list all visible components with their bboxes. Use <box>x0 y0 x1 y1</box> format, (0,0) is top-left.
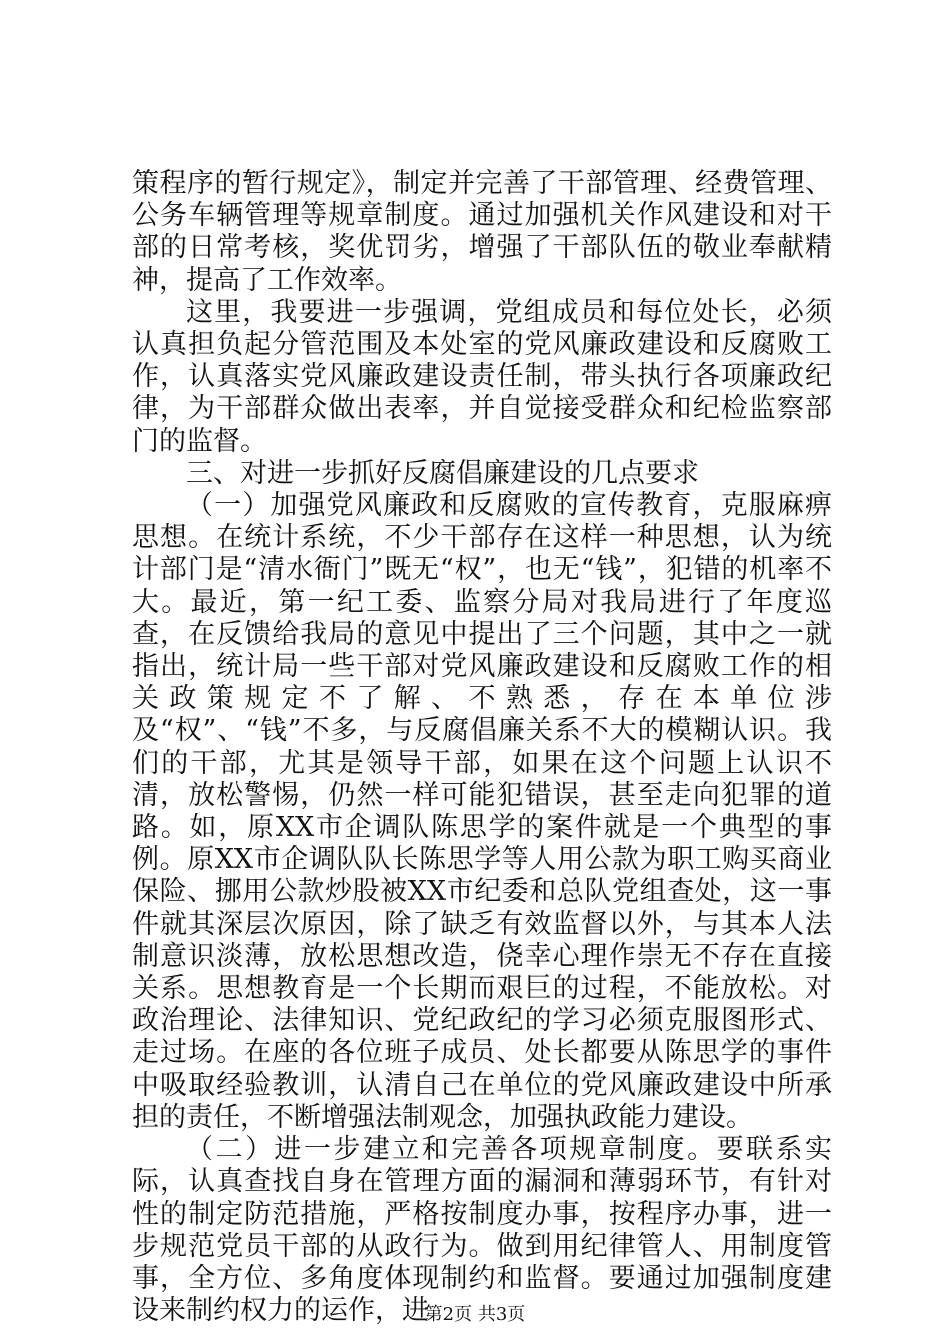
paragraph-item-one: （一）加强党风廉政和反腐败的宣传教育，克服麻痹思想。在统计系统，不少干部存在这样一种思想，认为统计部门是“清水衙门”既无“权”，也无“钱”，犯错的机率不大。最近，第一纪工委、监察分局对我局进行了年度巡查，在反馈给我局的意见中提出了三个问题，其中之一就指出，统计局一些干部对党风廉政建设和反腐败工作的相关政策规定不了解、不熟悉，存在本单位涉及“权”、“钱”不多，与反腐倡廉关系不大的模糊认识。我们的干部，尤其是领导干部，如果在这个问题上认识不清，放松警惕，仍然一样可能犯错误，甚至走向犯罪的道路。如，原XX市企调队陈思学的案件就是一个典型的事例。原XX市企调队队长陈思学等人用公款为职工购买商业保险、挪用公款炒股被XX市纪委和总队党组查处，这一事件就其深层次原因，除了缺乏有效监督以外，与其本人法制意识淡薄，放松思想改造，侥幸心理作崇无不存在直接关系。思想教育是一个长期而艰巨的过程，不能放松。对政治理论、法律知识、党纪政纪的学习必须克服图形式、走过场。在座的各位班子成员、处长都要从陈思学的事件中吸取经验教训，认清自己在单位的党风廉政建设中所承担的责任，不断增强法制观念，加强执政能力建设。 <box>132 490 832 1133</box>
paragraph-item-two: （二）进一步建立和完善各项规章制度。要联系实际，认真查找自身在管理方面的漏洞和薄弱环节，有针对性的制定防范措施，严格按制度办事，按程序办事，进一步规范党员干部的从政行为。做到用纪律管人、用制度管事，全方位、多角度体现制约和监督。要通过加强制度建设来制约权力的运作，进 <box>132 1134 832 1327</box>
paragraph-emphasis: 这里，我要进一步强调，党组成员和每位处长，必须认真担负起分管范围及本处室的党风廉政建设和反腐败工作，认真落实党风廉政建设责任制，带头执行各项廉政纪律，为干部群众做出表率，并自觉接受群众和纪检监察部门的监督。 <box>132 296 832 457</box>
document-body <box>132 168 832 1327</box>
section-heading: 三、对进一步抓好反腐倡廉建设的几点要求 <box>186 457 699 489</box>
page-number-footer: 第2页 共3页 <box>424 1304 526 1325</box>
paragraph-continuation: 策程序的暂行规定》，制定并完善了干部管理、经费管理、公务车辆管理等规章制度。通过加强机关作风建设和对干部的日常考核，奖优罚劣，增强了干部队伍的敬业奉献精神，提高了工作效率。 <box>132 168 832 296</box>
